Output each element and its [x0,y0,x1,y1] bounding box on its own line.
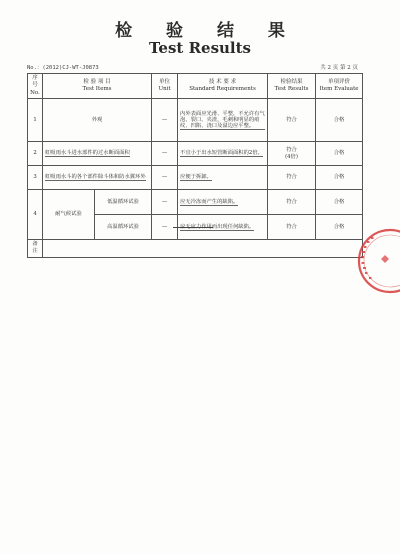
row-no: 3 [28,166,43,190]
report-number: No.：(2012)CJ-WT-J0873 [27,65,99,71]
row-requirement: 内外表面应光滑、平整，不允许有气泡、裂口、夹渣，毛刺和明显的痕纹、凹陷、浇口及溢边应平整。 [178,99,268,142]
row-item: 外观 [43,99,152,142]
row-result: 符合 [268,215,316,240]
table-row [28,142,363,166]
header-item-evaluate: 单项评价 Item Evaluate [316,74,363,99]
table-row [28,166,363,190]
row-requirement: 不宜小于出水短管断面面积的2倍。 [178,142,268,166]
row-requirement: 应无冷冻而产生的缺陷。 [178,190,268,215]
row-no: 2 [28,142,43,166]
remarks-row [28,240,363,257]
row-unit: — [152,215,178,240]
row-subitem: 高温循环试验 [95,215,152,240]
remarks-content [43,240,363,257]
row-unit: — [152,190,178,215]
row-item: 虹吸雨水斗进水部件的过水断面面积 [43,142,152,166]
red-seal-stamp [355,226,400,296]
header-unit: 单位 Unit [152,74,178,99]
row-unit: — [152,142,178,166]
row-requirement: 应便于拆卸。 [178,166,268,190]
row-result: 符合 [268,99,316,142]
table-row [28,99,363,142]
row-item: 耐气候试验 [43,190,95,240]
page-info: 共 2 页 第 2 页 [320,65,358,71]
row-no: 1 [28,99,43,142]
header-requirements: 技 术 要 求 Standard Requirements [178,74,268,99]
header-test-items: 检 验 项 目 Test Items [43,74,152,99]
header-test-results: 检验结果 Test Results [268,74,316,99]
row-unit: — [152,166,178,190]
row-evaluate: 合格 [316,166,363,190]
results-table [27,73,363,258]
row-result-note: (4倍) [285,153,298,160]
row-result: 符合 [268,190,316,215]
title-chinese: 检 验 结 果 [115,21,299,41]
row-evaluate: 合格 [316,190,363,215]
remarks-label: 备注 [28,240,43,257]
row-no: 4 [28,190,43,240]
row-result: 符合 [268,166,316,190]
end-of-report-line [173,227,213,228]
row-evaluate: 合格 [316,99,363,142]
row-subitem: 低温循环试验 [95,190,152,215]
row-evaluate: 合格 [316,142,363,166]
row-result: 符合 (4倍) [268,142,316,166]
table-header-row [28,74,363,99]
row-item: 虹吸雨水斗的各个部件除斗体和防水翼环外 [43,166,152,190]
row-requirement: 应无应力作用而出现任何缺陷。 [178,215,268,240]
title-english: Test Results [148,39,251,57]
table-row [28,190,363,215]
header-no: 序号 No. [28,74,43,99]
row-evaluate: 合格 [316,215,363,240]
row-unit: — [152,99,178,142]
